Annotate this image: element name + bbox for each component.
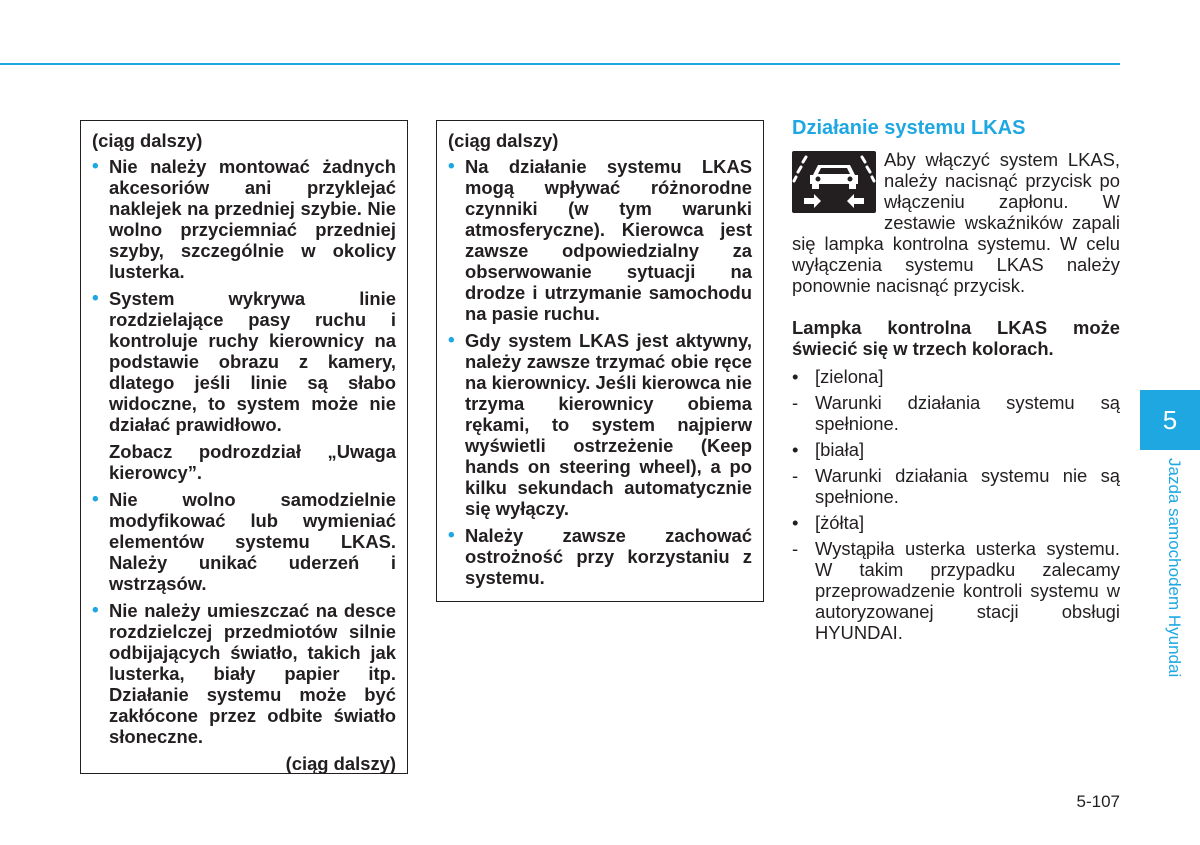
list-item: - Warunki działania systemu są spełnione. xyxy=(792,392,1120,434)
warning-box-middle xyxy=(436,120,764,602)
bullet-icon: • xyxy=(92,600,99,621)
bullet-icon: • xyxy=(448,525,455,546)
continued-heading: (ciąg dalszy) xyxy=(92,130,203,151)
lkas-button-icon xyxy=(792,151,876,213)
bullet-list xyxy=(92,156,396,435)
top-rule xyxy=(0,63,1120,65)
bullet-list xyxy=(448,156,752,588)
list-item: • [zielona] xyxy=(792,366,884,387)
chapter-tab: 5 xyxy=(1140,390,1200,450)
chapter-label: Jazda samochodem Hyundai xyxy=(1165,458,1184,678)
bullet-icon: • xyxy=(92,288,99,309)
list-item: • Na działanie systemu LKAS mogą wpływać różnorodne czynniki (w tym warunki atmosferyczne). Kierowca jest zawsze odpowiedzialny za obserwowanie sytuacji na drodze i utrzymanie samochodu na pasie ruchu. xyxy=(448,156,752,324)
intro-paragraph: Aby włączyć system LKAS, należy nacisnąć przycisk po włączeniu zapłonu. W zestawie wskaźników zapali się lampka kontrolna systemu. W celu wyłączenia systemu LKAS należy ponownie nacisnąć przycisk. xyxy=(792,149,1120,296)
warning-box-left xyxy=(80,120,408,774)
list-item: - Wystąpiła usterka usterka systemu. W takim przypadku zalecamy przeprowadzenie kontroli systemu w autoryzowanej stacji obsługi HYUNDAI. xyxy=(792,538,1120,643)
list-item: • Należy zawsze zachować ostrożność przy korzystaniu z systemu. xyxy=(448,525,752,588)
lkas-operation-section xyxy=(792,118,1120,648)
list-item: • Nie należy umieszczać na desce rozdzielczej przedmiotów silnie odbijających światło, takich jak lusterka, biały papier itp. Działanie systemu może być zakłócone przez odbite światło słoneczne. xyxy=(92,600,396,747)
indicator-list xyxy=(792,366,1120,643)
reference-note: Zobacz podrozdział „Uwaga kierowcy”. xyxy=(109,441,396,483)
list-item: • System wykrywa linie rozdzielające pasy ruchu i kontroluje ruchy kierownicy na podstawie obrazu z kamery, dlatego jeśli linie są słabo widoczne, to system może nie działać prawidłowo. xyxy=(92,288,396,435)
list-item: • [biała] xyxy=(792,439,865,460)
list-item: • Gdy system LKAS jest aktywny, należy zawsze trzymać obie ręce na kierownicy. Jeśli kierowca nie trzyma kierownicy obiema rękami, to system najpierw wyświetli ostrzeżenie (Keep hands on steering wheel), a po kilku sekundach automatycznie się wyłączy. xyxy=(448,330,752,519)
continued-heading: (ciąg dalszy) xyxy=(448,130,559,151)
bullet-icon: • xyxy=(448,156,455,177)
bullet-icon: • xyxy=(92,156,99,177)
continued-footer: (ciąg dalszy) xyxy=(285,753,396,774)
bullet-list xyxy=(92,489,396,747)
page-number: 5-107 xyxy=(1076,792,1120,811)
section-title: Działanie systemu LKAS xyxy=(792,117,1026,139)
list-item: • [żółta] xyxy=(792,512,865,533)
bullet-icon: • xyxy=(448,330,455,351)
bullet-icon: • xyxy=(92,489,99,510)
indicator-heading: Lampka kontrolna LKAS może świecić się w trzech kolorach. xyxy=(792,317,1120,359)
list-item: - Warunki działania systemu nie są spełnione. xyxy=(792,465,1120,507)
list-item: • Nie należy montować żadnych akcesoriów ani przyklejać naklejek na przedniej szybie. Nie wolno przyciemniać przedniej szyby, szczególnie w okolicy lusterka. xyxy=(92,156,396,282)
list-item: • Nie wolno samodzielnie modyfikować lub wymieniać elementów systemu LKAS. Należy unikać uderzeń i wstrząsów. xyxy=(92,489,396,594)
